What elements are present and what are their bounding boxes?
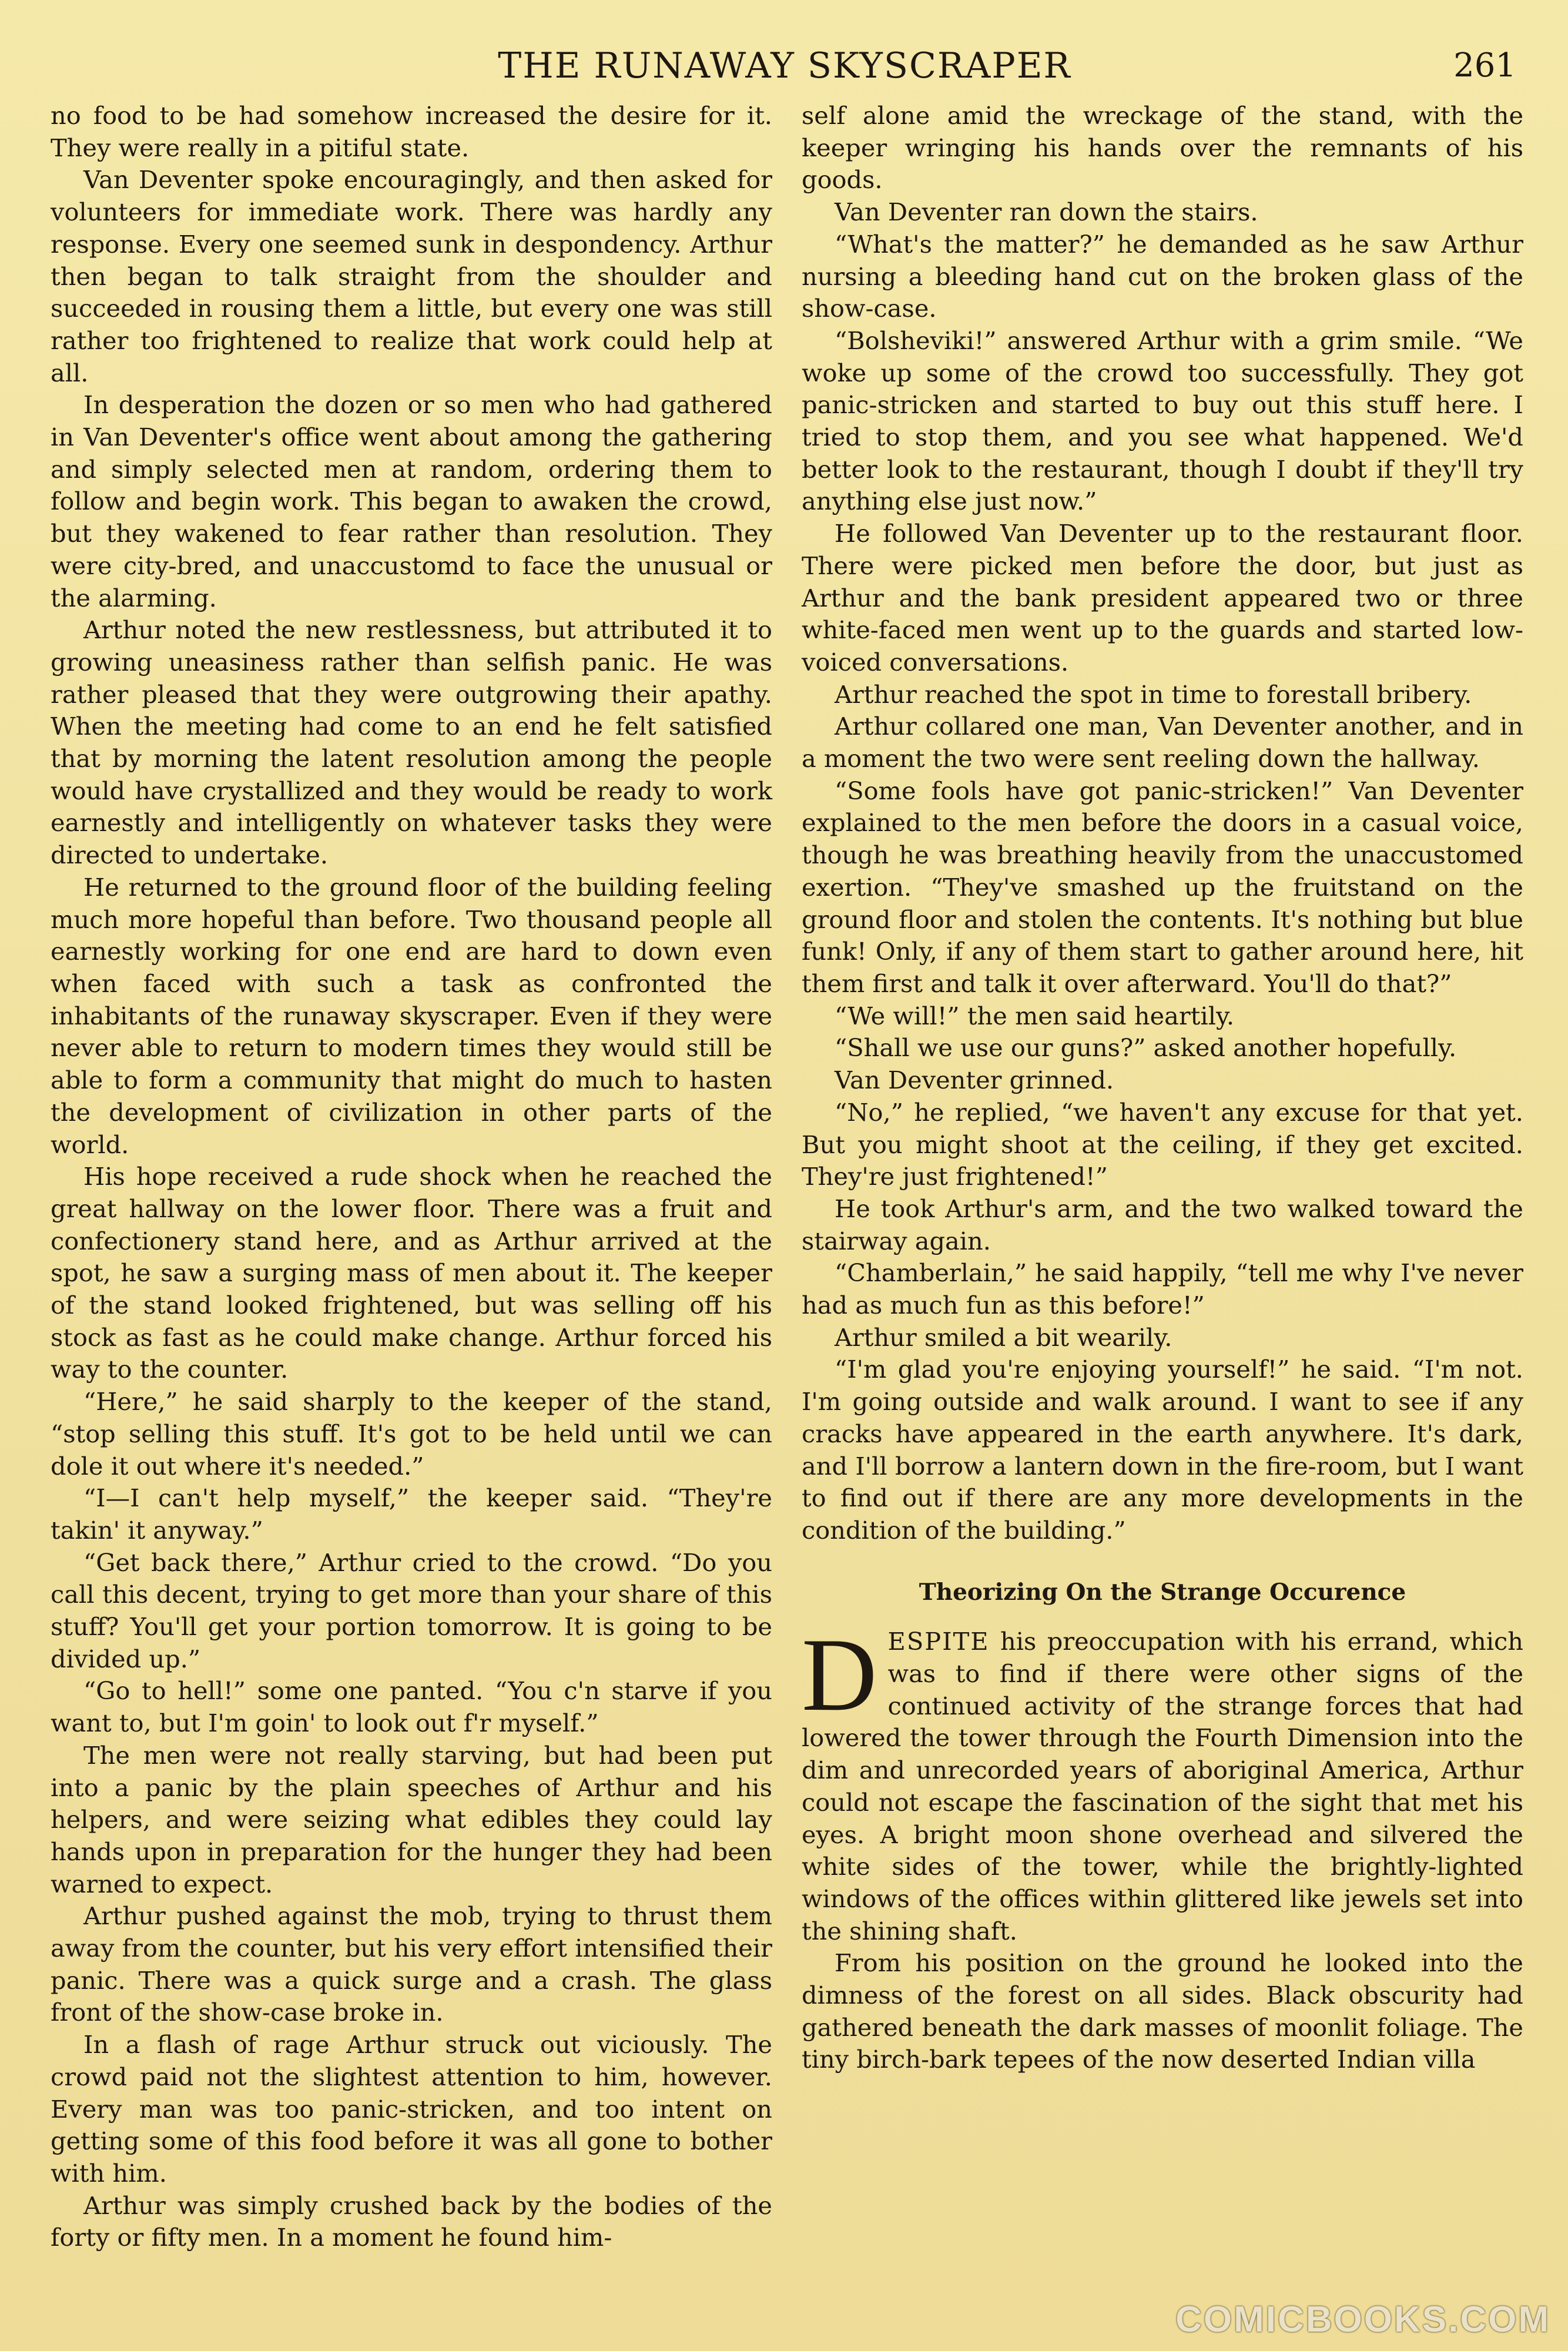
drop-cap: D (802, 1616, 877, 1733)
paragraph: From his position on the ground he looked into the dimness of the forest on all sides. Black obscurity had gathered beneath the dark masses of moonlit foliage. The tiny birch-bark tepees of the now deserted Indian villa (802, 1948, 1523, 2074)
paragraph: “I'm glad you're enjoying yourself!” he said. “I'm not. I'm going outside and walk around. I want to see if any cracks have appeared in the earth anywhere. It's dark, and I'll borrow a lantern down in the fire-room, but I want to find out if there are any more developments in the condition of the building.” (802, 1355, 1523, 1545)
paragraph: self alone amid the wreckage of the stand, with the keeper wringing his hands over the remnants of his goods. (802, 101, 1523, 195)
paragraph: His hope received a rude shock when he reached the great hallway on the lower floor. There was a fruit and confectionery stand here, and as Arthur arrived at the spot, he saw a surging mass of men about it. The keeper of the stand looked frightened, but was selling off his stock as fast as he could make change. Arthur forced his way to the counter. (51, 1162, 772, 1384)
paragraph: Arthur collared one man, Van Deventer another, and in a moment the two were sent reeling down the hallway. (802, 712, 1523, 773)
paragraph: “I—I can't help myself,” the keeper said. “They're takin' it anyway.” (51, 1483, 772, 1545)
paragraph: “No,” he replied, “we haven't any excuse for that yet. But you might shoot at the ceiling, if they get excited. They're just frightened!” (802, 1097, 1523, 1191)
paragraph: no food to be had somehow increased the desire for it. They were really in a pitiful state. (51, 101, 772, 162)
paragraph: “We will!” the men said heartily. (835, 1001, 1235, 1030)
paragraph: The men were not really starving, but had been put into a panic by the plain speeches of Arthur and his helpers, and were seizing what edibles they could lay hands upon in preparation for the hunger they had been warned to expect. (51, 1740, 772, 1898)
paragraph: Van Deventer grinned. (835, 1066, 1114, 1095)
paragraph: “Shall we use our guns?” asked another hopefully. (835, 1033, 1457, 1063)
lead-text: his preoccupation with his errand, which was to find if there were other signs of the continued activity of the strange forces that had lowered the tower through the Fourth Dimension into the dim and unrecorded years of aboriginal America, Arthur could not escape the fascination of the sight that met his eyes. A bright moon shone overhead and silvered the white sides of the tower, while the brightly-lighted windows of the offices within glittered like jewels set into the shining shaft. (802, 1627, 1523, 1945)
paragraph: Arthur noted the new restlessness, but attributed it to growing uneasiness rather than selfish panic. He was rather pleased that they were outgrowing their apathy. When the meeting had come to an end he felt satisfied that by morning the latent resolution among the people would have crystallized and they would be ready to work earnestly and intelligently on whatever tasks they were directed to undertake. (51, 615, 772, 870)
drop-cap-paragraph (802, 1616, 1523, 1947)
running-title: THE RUNAWAY SKYSCRAPER (498, 45, 1071, 86)
section-subheading: Theorizing On the Strange Occurence (919, 1578, 1406, 1606)
paragraph: Arthur was simply crushed back by the bodies of the forty or fifty men. In a moment he found him- (51, 2191, 772, 2252)
paragraph: Van Deventer ran down the stairs. (835, 197, 1258, 227)
left-column (51, 100, 772, 2254)
paragraph: He took Arthur's arm, and the two walked toward the stairway again. (802, 1194, 1523, 1255)
paragraph: “Bolsheviki!” answered Arthur with a grim smile. “We woke up some of the crowd too successfully. They got panic-stricken and started to buy out this stuff here. I tried to stop them, and you see what happened. We'd better look to the restaurant, though I doubt if they'll try anything else just now.” (802, 326, 1523, 516)
page-number: 261 (1453, 46, 1516, 85)
paragraph: “Go to hell!” some one panted. “You c'n starve if you want to, but I'm goin' to look out f'r myself.” (51, 1676, 772, 1738)
paragraph: In a flash of rage Arthur struck out viciously. The crowd paid not the slightest attention to him, however. Every man was too panic-stricken, and too intent on getting some of this food before it was all gone to bother with him. (51, 2030, 772, 2188)
paragraph: He followed Van Deventer up to the restaurant floor. There were picked men before the door, but just as Arthur and the bank president appeared two or three white-faced men went up to the guards and started low-voiced conversations. (802, 519, 1523, 677)
paragraph: “Get back there,” Arthur cried to the crowd. “Do you call this decent, trying to get more than your share of this stuff? You'll get your portion tomorrow. It is going to be divided up.” (51, 1548, 772, 1673)
lead-word: ESPITE (887, 1627, 990, 1656)
watermark: COMICBOOKS.COM (1175, 2299, 1550, 2340)
paragraph: “What's the matter?” he demanded as he saw Arthur nursing a bleeding hand cut on the broken glass of the show-case. (802, 229, 1523, 323)
page-header (47, 36, 1522, 95)
paragraph: In desperation the dozen or so men who had gathered in Van Deventer's office went about among the gathering and simply selected men at random, ordering them to follow and begin work. This began to awaken the crowd, but they wakened to fear rather than resolution. They were city-bred, and unaccustomd to face the unusual or the alarming. (51, 390, 772, 612)
paragraph: Arthur smiled a bit wearily. (835, 1322, 1172, 1352)
paragraph: “Some fools have got panic-stricken!” Van Deventer explained to the men before the doors in a casual voice, though he was breathing heavily from the unaccustomed exertion. “They've smashed up the fruitstand on the ground floor and stolen the contents. It's nothing but blue funk! Only, if any of them start to gather around here, hit them first and talk it over afterward. You'll do that?” (802, 776, 1523, 998)
right-column (802, 100, 1523, 2076)
paragraph: Arthur reached the spot in time to forestall bribery. (835, 679, 1472, 709)
paragraph: He returned to the ground floor of the building feeling much more hopeful than before. Two thousand people all earnestly working for one end are hard to down even when faced with such a task as confronted the inhabitants of the runaway skyscraper. Even if they were never able to return to modern times they would still be able to form a community that might do much to hasten the development of civilization in other parts of the world. (51, 872, 772, 1159)
paragraph: “Here,” he said sharply to the keeper of the stand, “stop selling this stuff. It's got to be held until we can dole it out where it's needed.” (51, 1387, 772, 1481)
paragraph: Arthur pushed against the mob, trying to thrust them away from the counter, but his very effort intensified their panic. There was a quick surge and a crash. The glass front of the show-case broke in. (51, 1901, 772, 2027)
paragraph: Van Deventer spoke encouragingly, and then asked for volunteers for immediate work. There was hardly any response. Every one seemed sunk in despondency. Arthur then began to talk straight from the shoulder and succeeded in rousing them a little, but every one was still rather too frightened to realize that work could help at all. (51, 165, 772, 387)
paragraph: “Chamberlain,” he said happily, “tell me why I've never had as much fun as this before!” (802, 1258, 1523, 1320)
